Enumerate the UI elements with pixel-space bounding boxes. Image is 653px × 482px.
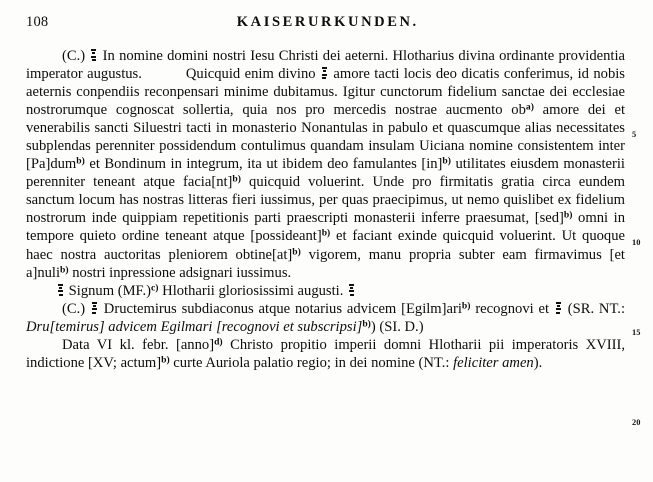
text-run: amore dei et venerabilis sancti Siluestri tacti in monasterio Nonantulas in pabulo et quascumque alias necessitates subplendas perenniter possidendum contulimus quandam insulam Uiciana nomine consistentem inter [Pa]dum — [26, 102, 625, 173]
line-number: 20 — [632, 418, 641, 427]
text-run: Data VI kl. febr. [anno] — [62, 336, 215, 353]
text-run: In nomine domini nostri Iesu Christi dei aeterni. Hlotharius divina ordinante providentia imperator augustus. — [26, 48, 625, 83]
text-run: nostri inpressione adsignari iussimus. — [68, 264, 292, 281]
text-run: (C.) — [62, 300, 90, 317]
text-run: vigorem, manu propria subter eam firmavimus [et a]nuli — [26, 246, 625, 281]
text-run: Hlotharii gloriosissimi augusti. — [158, 282, 348, 299]
footnote-marker: a) — [525, 101, 534, 113]
footnote-marker: b) — [161, 354, 170, 366]
text-run: ). — [533, 354, 543, 371]
running-head — [0, 14, 653, 36]
footnote-marker: d) — [214, 336, 223, 348]
chrismon-icon — [58, 284, 63, 296]
text-run: recognovi et — [470, 300, 554, 317]
line-number: 10 — [632, 238, 641, 247]
running-head-title: KAISERURKUNDEN. — [236, 14, 419, 30]
line-number: 15 — [632, 328, 641, 337]
paragraph-dating — [26, 336, 625, 372]
text-run: et Bondinum in integrum, ita ut ibidem deo famulantes [in] — [84, 156, 443, 173]
text-run: ) (SI. D.) — [370, 318, 424, 335]
text-run: et faciant exinde quicquid voluerint. Ut quoque haec nostra auctoritas pleniorem obtine[at] — [26, 228, 625, 263]
text-run: Dructemirus subdiaconus atque notarius advicem [Egilm]ari — [98, 300, 462, 317]
chrismon-icon — [556, 302, 561, 314]
italic-text: feliciter amen — [453, 354, 534, 371]
chrismon-icon — [322, 67, 327, 79]
footnote-marker: b) — [321, 228, 331, 240]
footnote-marker: b) — [442, 155, 451, 167]
text-run: curte Auriola palatio regio; in dei nomine (NT.: — [169, 354, 454, 371]
text-run: Christo propitio imperii domni Hlotharii pii imperatoris XVIII, indictione [XV; actum] — [26, 336, 626, 371]
paragraph-protocol — [26, 47, 625, 282]
paragraph-signum — [26, 282, 625, 300]
footnote-marker: b) — [60, 264, 69, 276]
text-run: (SR. NT.: — [562, 300, 625, 317]
text-run: (C.) — [62, 48, 90, 64]
footnote-marker: b) — [76, 155, 85, 167]
chrismon-icon — [92, 302, 97, 314]
footnote-marker: b) — [461, 300, 471, 312]
page-number: 108 — [26, 14, 49, 30]
text-block — [26, 47, 625, 372]
footnote-marker: b) — [232, 173, 241, 185]
italic-text: Dru[temirus] advicem Egilmari [recognovi et subscripsi] — [26, 318, 363, 335]
text-run: amore tacti locis deo dicatis conferimus, id nobis aeternis conpendiis reconpensari minime dubitamus. Igitur cunctorum fidelium sanctae dei ecclesiae nostrorumque cognoscat sollertia, quia nos pro mercedis nostrae aucmento ob — [26, 66, 625, 119]
text-run: Signum (MF.) — [65, 282, 152, 299]
footnote-marker: b) — [563, 210, 573, 221]
line-number: 5 — [632, 130, 637, 139]
chrismon-icon — [91, 49, 96, 61]
footnote-marker: b) — [362, 318, 371, 330]
chrismon-icon — [349, 284, 354, 296]
text-run: Quicquid enim divino — [185, 66, 320, 83]
footnote-marker: c) — [151, 282, 159, 294]
text-run: quicquid voluerint. Unde pro firmitatis gratia circa eundem sanctum locum has nostras litteras fieri iussimus, per quas praecipimus, ut nemo quislibet ex fidelium nostrorum inde quippiam repetitionis parti praescripti monasterii inferre praesumat, [sed] — [26, 174, 625, 227]
footnote-marker: b) — [292, 246, 301, 258]
paragraph-recognition — [26, 300, 625, 336]
text-run: utilitates eiusdem monasterii perenniter teneant atque facia[nt] — [26, 156, 625, 191]
text-run: omni in tempore quieto ordine teneant atque [possideant] — [26, 210, 625, 245]
